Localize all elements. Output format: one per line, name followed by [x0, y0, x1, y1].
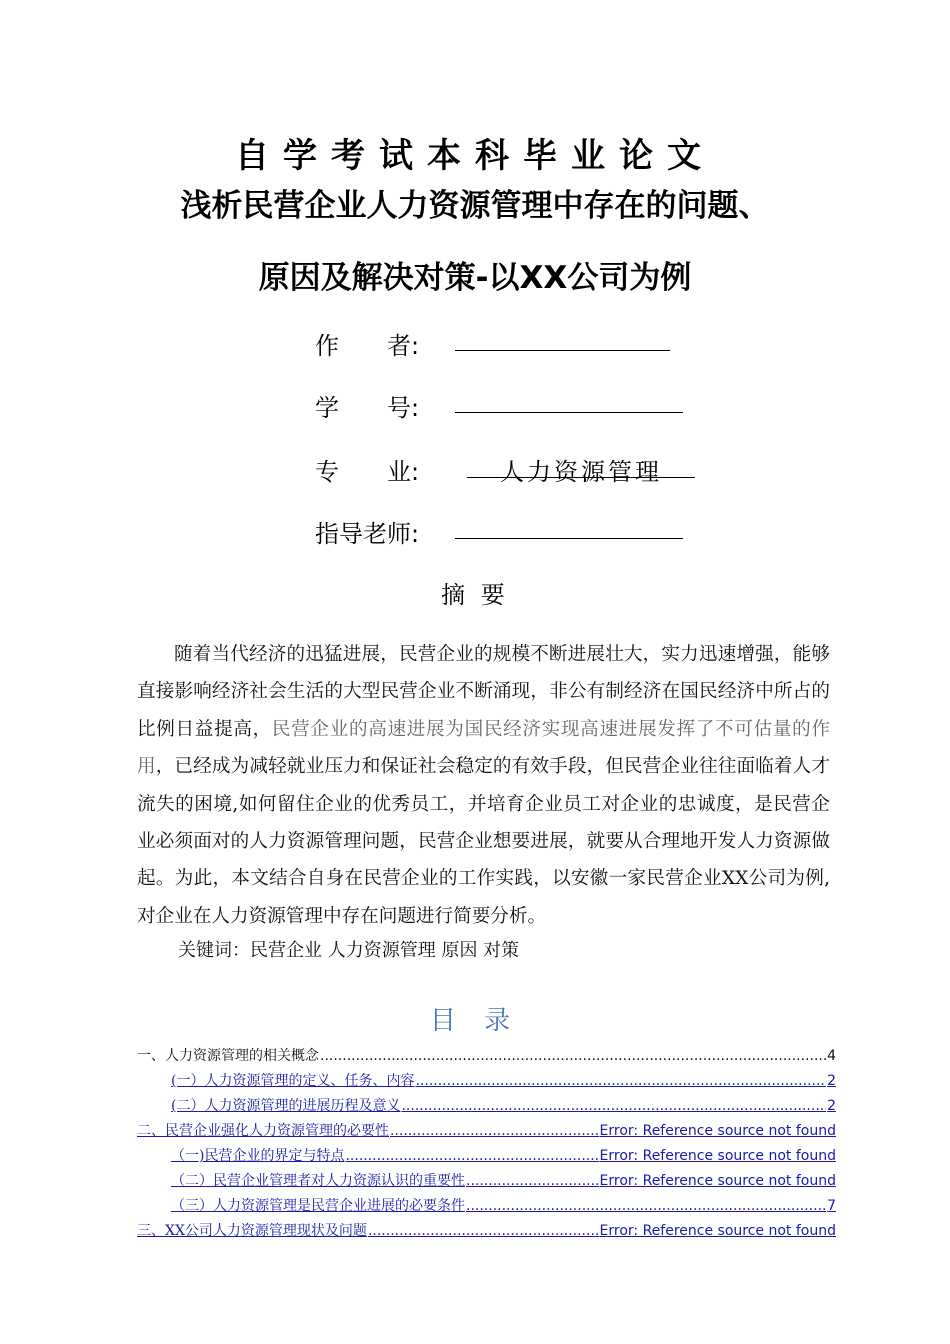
advisor-field — [315, 514, 435, 549]
advisor-label: 指导老师: — [315, 520, 420, 548]
student-id-field — [315, 388, 435, 423]
toc-leader-dots — [466, 1197, 826, 1215]
toc-leader-dots — [415, 1072, 826, 1090]
toc-entry-page: Error: Reference source not found — [599, 1173, 836, 1189]
major-underline — [467, 477, 695, 478]
thesis-title-line1: 浅析民营企业人力资源管理中存在的问题、 — [180, 188, 770, 224]
author-field — [315, 326, 435, 361]
toc-leader-dots — [345, 1147, 598, 1165]
student-id-blank-line — [455, 412, 683, 413]
toc-entry[interactable] — [137, 1120, 836, 1140]
toc-entry-page: Error: Reference source not found — [599, 1123, 836, 1139]
toc-entry-title: (二）人力资源管理的进展历程及意义 — [171, 1098, 401, 1114]
toc-entry[interactable] — [137, 1145, 836, 1165]
toc-entry-page: 2 — [827, 1098, 836, 1114]
toc-entry-title: 一、人力资源管理的相关概念 — [137, 1048, 319, 1064]
toc-entry[interactable] — [137, 1070, 836, 1090]
toc-entry[interactable] — [137, 1195, 836, 1215]
toc-entry-title: （一)民营企业的界定与特点 — [171, 1148, 345, 1164]
toc-entry-title: （三）人力资源管理是民营企业进展的必要条件 — [171, 1198, 465, 1214]
advisor-blank-line — [455, 538, 683, 539]
student-id-label: 学 号: — [315, 394, 420, 422]
abstract-text-3: ，已经成为减轻就业压力和保证社会稳定的有效手段，但民营企业往往面临着人才流失的困境,如何留住企业的优秀员工，并培育企业员工对企业的忠诚度，是民营企业必须面对的人力资源管理问题，民营企业想要进展，就要从合理地开发人力资源做起。为此，本文结合自身在民营企业的工作实践，以安徽一家民营企业XX公司为例,对企业在人力资源管理中存在问题进行简要分析。 — [137, 756, 830, 927]
toc-leader-dots — [368, 1222, 599, 1240]
author-label: 作 者: — [315, 332, 420, 360]
toc-entry-title: 三、XX公司人力资源管理现状及问题 — [137, 1223, 367, 1239]
toc-entry[interactable] — [137, 1045, 836, 1065]
abstract-body — [137, 636, 830, 935]
toc-entry[interactable] — [137, 1170, 836, 1190]
thesis-title-line2: 原因及解决对策-以XX公司为例 — [258, 260, 692, 296]
toc-leader-dots — [466, 1172, 599, 1190]
toc-entry-page: 2 — [827, 1073, 836, 1089]
abstract-text-1: 随着当代经济的迅猛进展，民营企业的规模不断进展壮大，实力迅速增强，能够直接影响经济社会生活的大型民营企业不断涌现，非公有制经济在国民经济中所占的比例日益提高， — [137, 644, 830, 740]
major-label: 专 业: — [315, 458, 420, 486]
toc-entry-page: Error: Reference source not found — [599, 1223, 836, 1239]
toc-leader-dots — [320, 1047, 826, 1065]
toc-heading: 目 录 — [429, 1006, 521, 1036]
major-value: 人力资源管理 — [500, 458, 662, 486]
major-field — [315, 452, 435, 487]
toc-entry-page: 4 — [827, 1048, 836, 1064]
toc-entry-title: (一）人力资源管理的定义、任务、内容 — [171, 1073, 415, 1089]
author-blank-line — [455, 350, 670, 351]
keywords: 关键词：民营企业 人力资源管理 原因 对策 — [178, 940, 520, 961]
toc-entry[interactable] — [137, 1095, 836, 1115]
toc-entry[interactable] — [137, 1220, 836, 1240]
abstract-text-2: 民营企业的高速进展为国民经济实现高速进展发挥了不可估量的作用 — [137, 718, 830, 778]
toc-leader-dots — [390, 1122, 599, 1140]
abstract-heading: 摘 要 — [441, 581, 509, 609]
thesis-type-title: 自学考试本科毕业论文 — [235, 136, 715, 176]
toc-entry-title: （二）民营企业管理者对人力资源认识的重要性 — [171, 1173, 465, 1189]
toc-leader-dots — [401, 1097, 826, 1115]
toc-entry-title: 二、民营企业强化人力资源管理的必要性 — [137, 1123, 389, 1139]
toc-entry-page: 7 — [827, 1198, 836, 1214]
toc-entry-page: Error: Reference source not found — [599, 1148, 836, 1164]
